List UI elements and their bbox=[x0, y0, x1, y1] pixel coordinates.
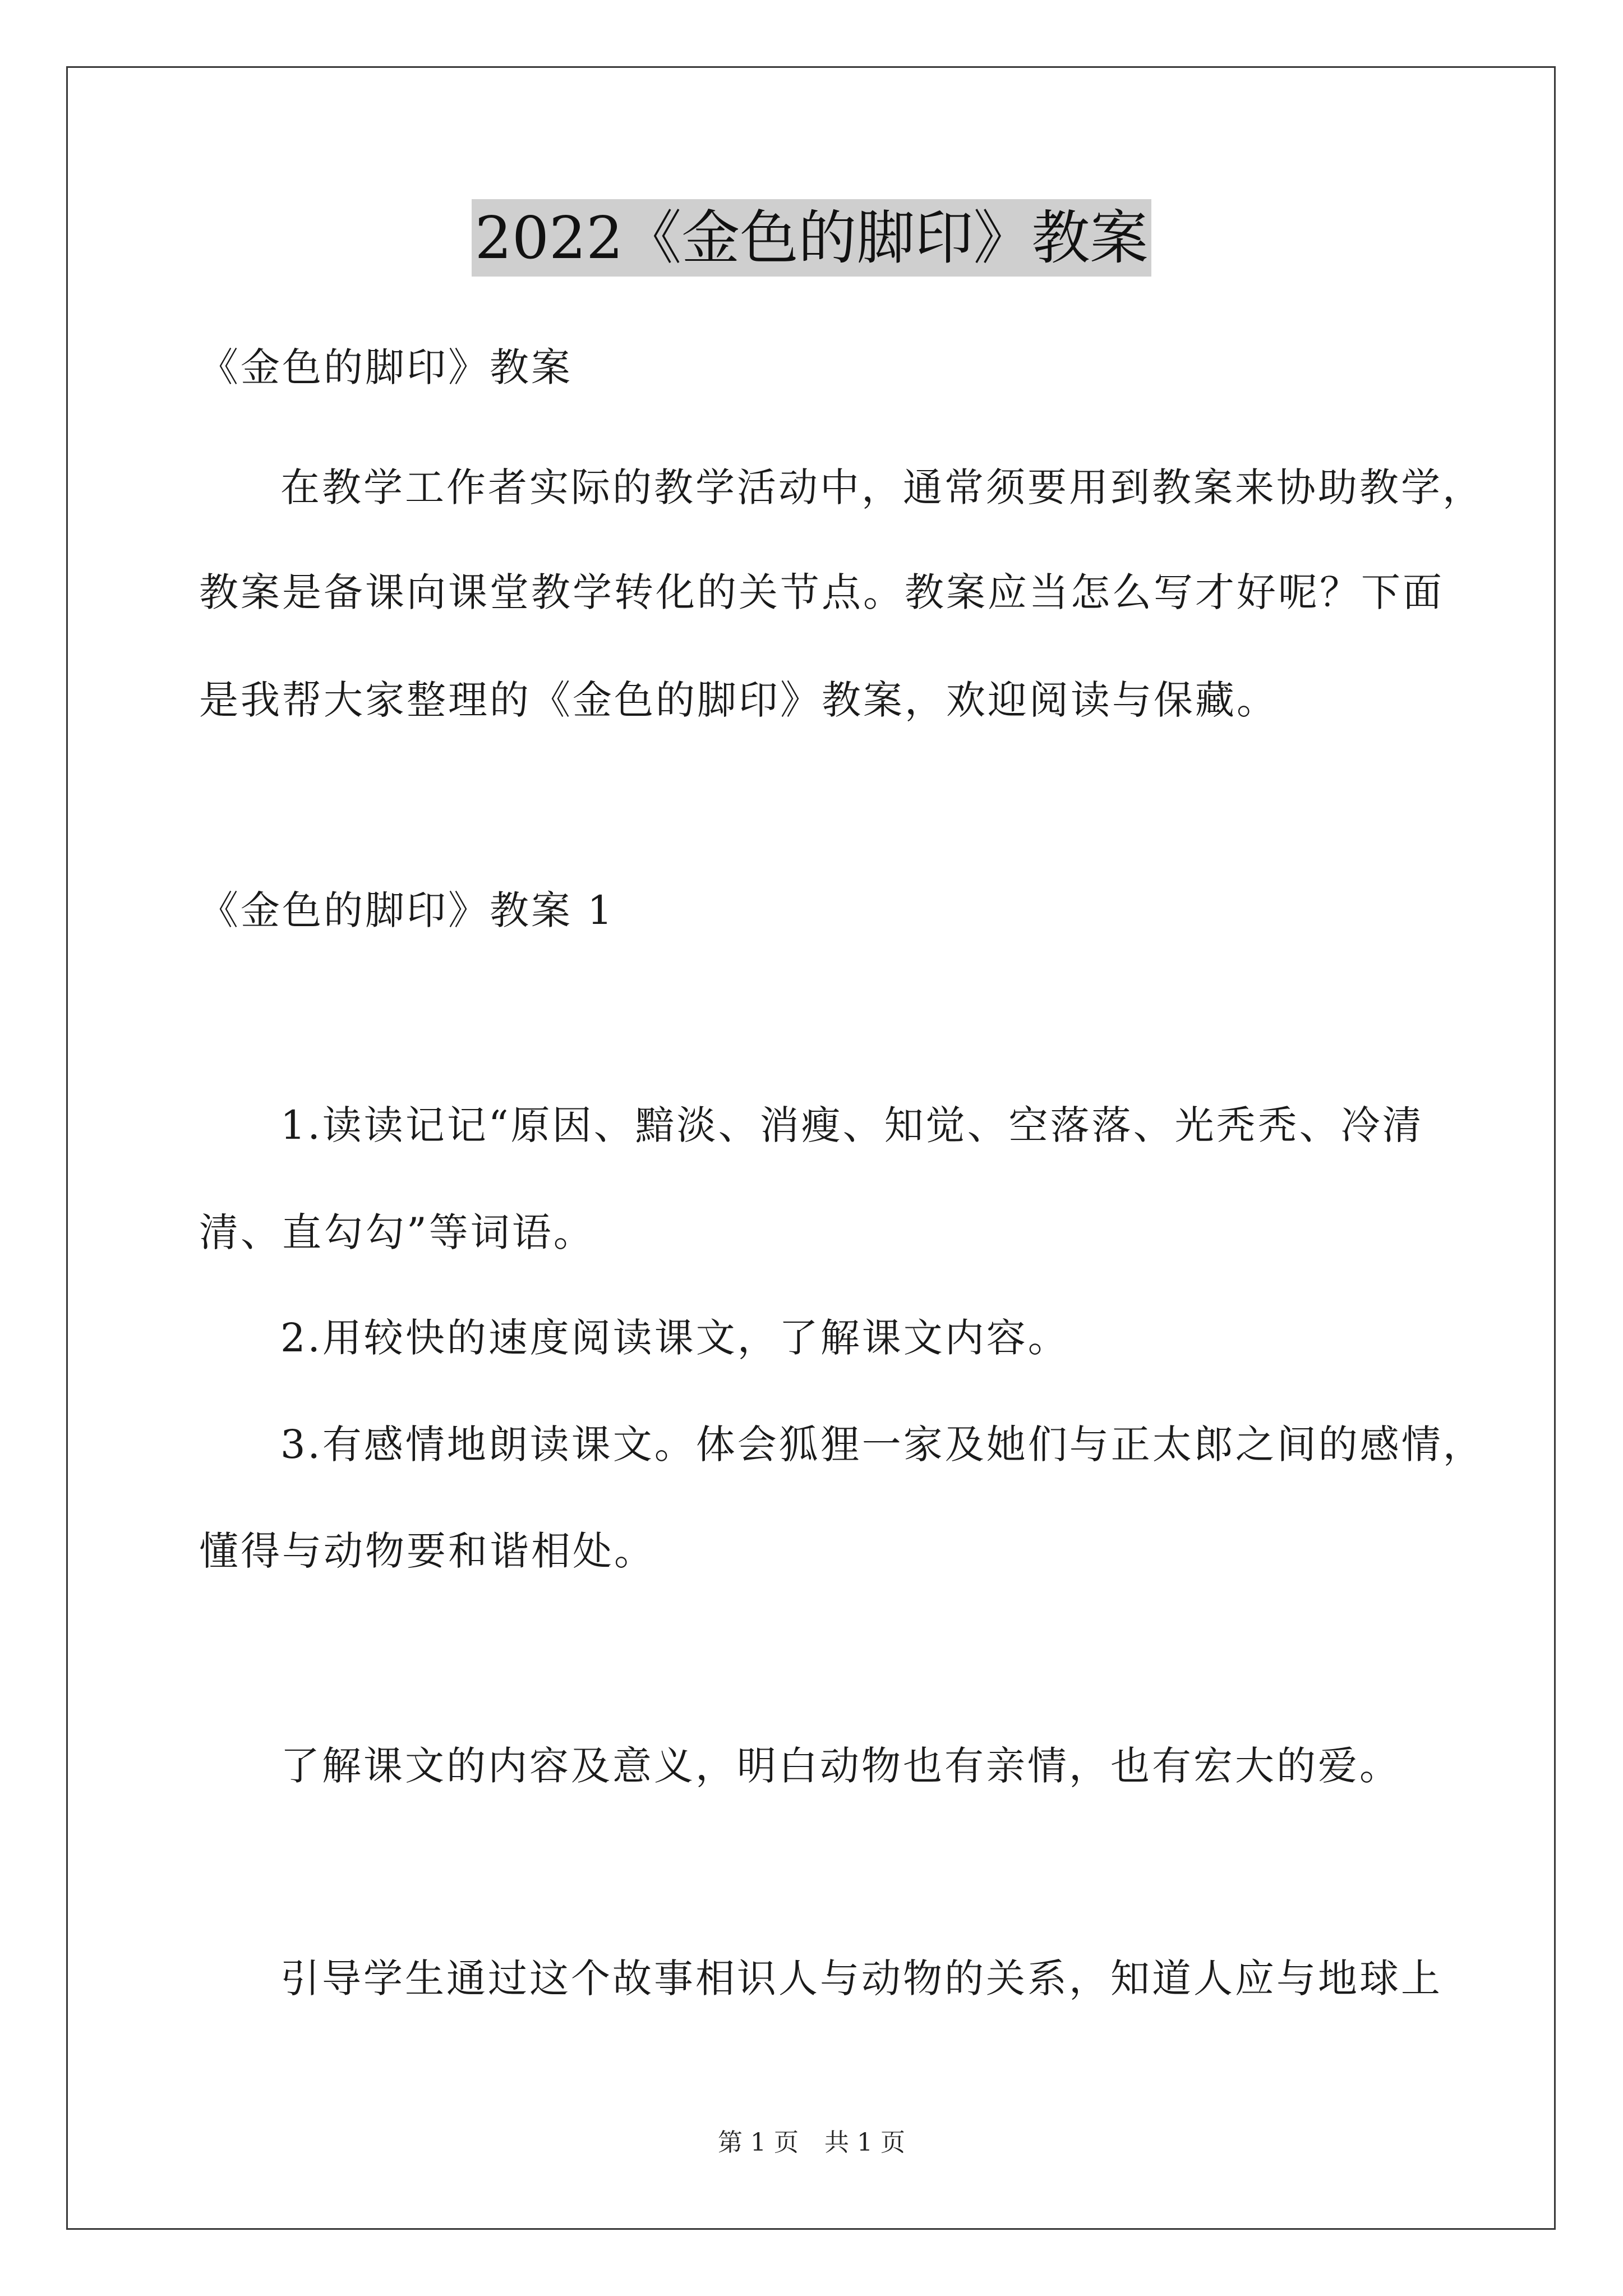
title-container bbox=[0, 199, 1623, 277]
paragraph-line: 1.读读记记“原因、黯淡、消瘦、知觉、空落落、光秃秃、冷清 bbox=[280, 1102, 1424, 1148]
page-footer bbox=[0, 2126, 1623, 2160]
paragraph-line: 3.有感情地朗读课文。体会狐狸一家及她们与正太郎之间的感情， bbox=[280, 1421, 1484, 1467]
paragraph-line: 教案是备课向课堂教学转化的关节点。教案应当怎么写才好呢？下面 bbox=[199, 569, 1444, 615]
paragraph-line: 懂得与动物要和谐相处。 bbox=[199, 1528, 656, 1574]
paragraph-line: 2.用较快的速度阅读课文，了解课文内容。 bbox=[280, 1315, 1069, 1361]
paragraph-line: 了解课文的内容及意义，明白动物也有亲情，也有宏大的爱。 bbox=[280, 1743, 1401, 1789]
page-total: 共 1 页 bbox=[824, 2128, 905, 2157]
paragraph-line: 清、直勾勾”等词语。 bbox=[199, 1209, 595, 1255]
section-heading: 《金色的脚印》教案 1 bbox=[199, 887, 615, 933]
page-number: 第 1 页 bbox=[718, 2128, 799, 2157]
subtitle-line: 《金色的脚印》教案 bbox=[199, 344, 573, 390]
paragraph-line: 是我帮大家整理的《金色的脚印》教案，欢迎阅读与保藏。 bbox=[199, 677, 1278, 723]
document-title: 2022《金色的脚印》教案 bbox=[472, 199, 1152, 277]
paragraph-line: 在教学工作者实际的教学活动中，通常须要用到教案来协助教学， bbox=[280, 464, 1484, 510]
paragraph-line: 引导学生通过这个故事相识人与动物的关系，知道人应与地球上 bbox=[280, 1955, 1442, 2001]
